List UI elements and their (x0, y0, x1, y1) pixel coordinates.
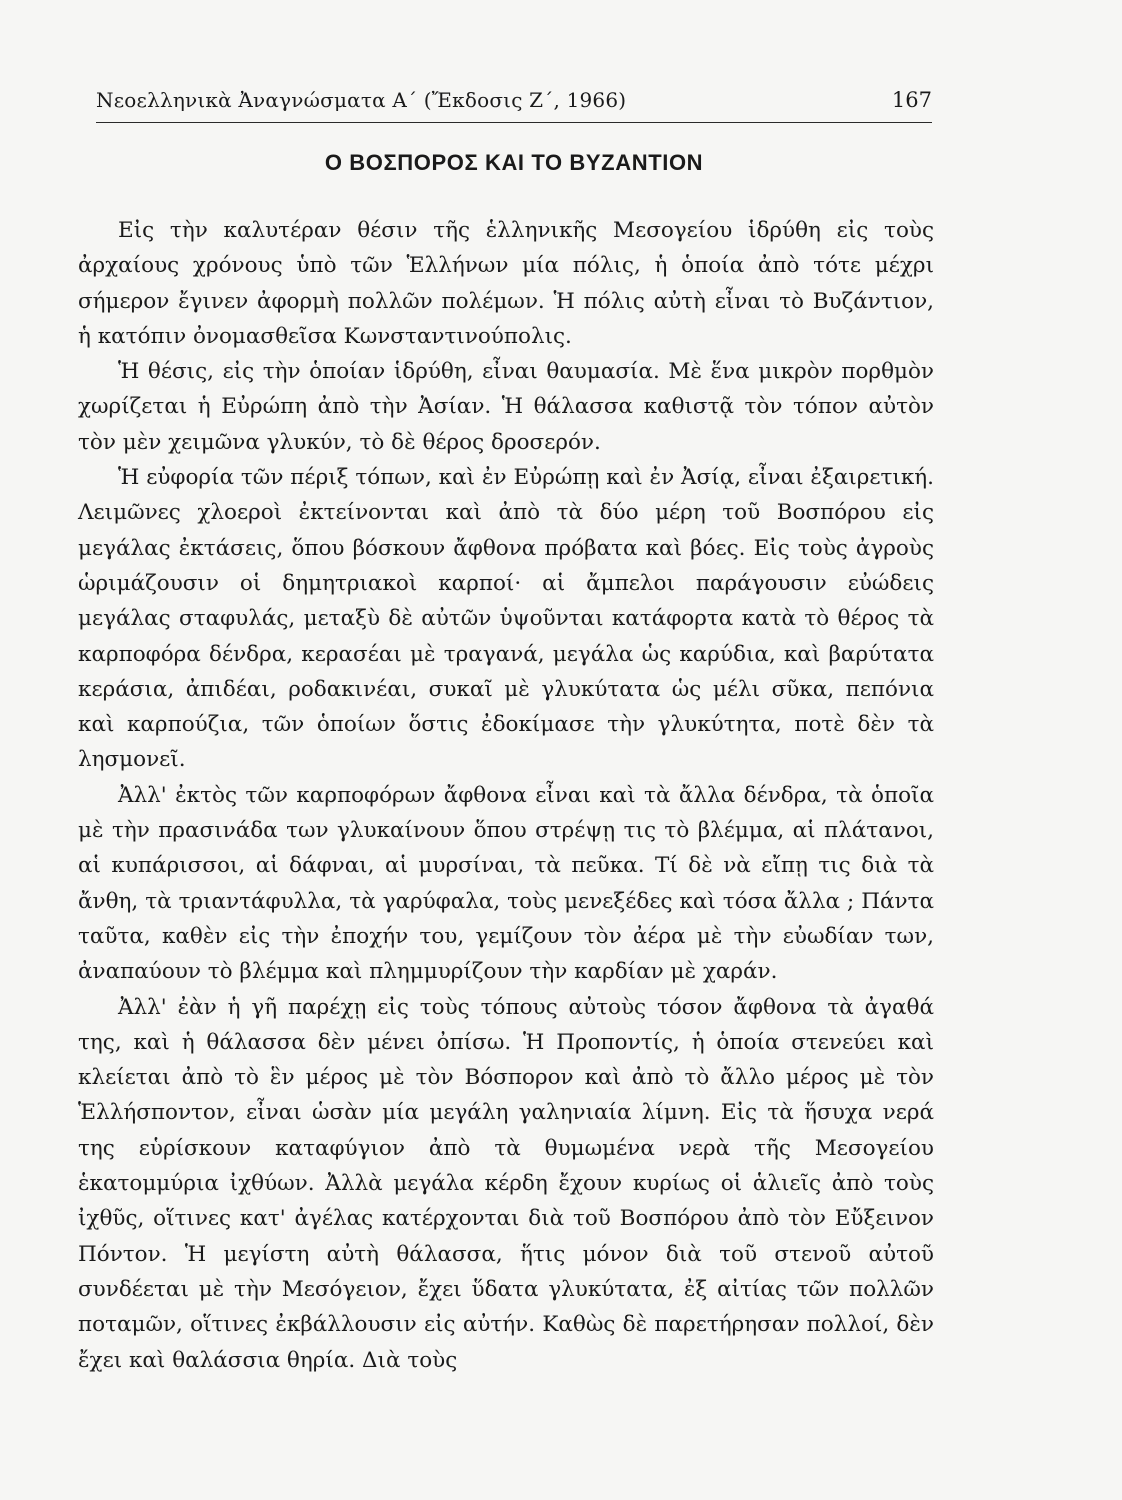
paragraph: Ἡ θέσις, εἰς τὴν ὁποίαν ἱδρύθη, εἶναι θαυμασία. Μὲ ἕνα μικρὸν πορθμὸν χωρίζεται ἡ Εὐρώπη ἀπὸ τὴν Ἀσίαν. Ἡ θάλασσα καθιστᾷ τὸν τόπον αὐτὸν τὸν μὲν χειμῶνα γλυκύν, τὸ δὲ θέρος δροσερόν. (78, 359, 934, 455)
chapter-title: Ο ΒΟΣΠΟΡΟΣ ΚΑΙ ΤΟ ΒΥΖΑΝΤΙΟΝ (324, 150, 704, 175)
paragraph: Ἡ εὐφορία τῶν πέριξ τόπων, καὶ ἐν Εὐρώπῃ καὶ ἐν Ἀσίᾳ, εἶναι ἐξαιρετική. Λειμῶνες χλοεροὶ ἐκτείνονται καὶ ἀπὸ τὰ δύο μέρη τοῦ Βοσπόρου εἰς μεγάλας ἐκτάσεις, ὅπου βόσκουν ἄφθονα πρόβατα καὶ βόες. Εἰς τοὺς ἀγροὺς ὡριμάζουσιν οἱ δημητριακοὶ καρποί· αἱ ἄμπελοι παράγουσιν εὐώδεις μεγάλας σταφυλάς, μεταξὺ δὲ αὐτῶν ὑψοῦνται κατάφορτα κατὰ τὸ θέρος τὰ καρποφόρα δένδρα, κερασέαι μὲ τραγανά, μεγάλα ὡς καρύδια, καὶ βαρύτατα κεράσια, ἀπιδέαι, ροδακινέαι, συκαῖ μὲ γλυκύτατα ὡς μέλι σῦκα, πεπόνια καὶ καρπούζια, τῶν ὁποίων ὅστις ἐδοκίμασε τὴν γλυκύτητα, ποτὲ δὲν τὰ λησμονεῖ. (78, 465, 934, 773)
source-citation: Νεοελληνικὰ Ἀναγνώσματα Α΄ (Ἔκδοσις Ζ΄, 1966) (96, 88, 627, 112)
paragraph: Ἀλλ' ἐκτὸς τῶν καρποφόρων ἄφθονα εἶναι καὶ τὰ ἄλλα δένδρα, τὰ ὁποῖα μὲ τὴν πρασινάδα των γλυκαίνουν ὅπου στρέψῃ τις τὸ βλέμμα, αἱ πλάτανοι, αἱ κυπάρισσοι, αἱ δάφναι, αἱ μυρσίναι, τὰ πεῦκα. Τί δὲ νὰ εἴπῃ τις διὰ τὰ ἄνθη, τὰ τριαντάφυλλα, τὰ γαρύφαλα, τοὺς μενεξέδες καὶ τόσα ἄλλα ; Πάντα ταῦτα, καθὲν εἰς τὴν ἐποχήν του, γεμίζουν τὸν ἀέρα μὲ τὴν εὐωδίαν των, ἀναπαύουν τὸ βλέμμα καὶ πλημμυρίζουν τὴν καρδίαν μὲ χαράν. (78, 782, 934, 985)
body-text (78, 213, 934, 1378)
page-number: 167 (891, 88, 932, 112)
paragraph: Εἰς τὴν καλυτέραν θέσιν τῆς ἑλληνικῆς Μεσογείου ἱδρύθη εἰς τοὺς ἀρχαίους χρόνους ὑπὸ τῶν Ἑλλήνων μία πόλις, ἡ ὁποία ἀπὸ τότε μέχρι σήμερον ἔγινεν ἀφορμὴ πολλῶν πολέμων. Ἡ πόλις αὐτὴ εἶναι τὸ Βυζάντιον, ἡ κατόπιν ὀνομασθεῖσα Κωνσταντινούπολις. (78, 218, 934, 349)
running-head (96, 86, 932, 123)
paragraph: Ἀλλ' ἐὰν ἡ γῆ παρέχῃ εἰς τοὺς τόπους αὐτοὺς τόσον ἄφθονα τὰ ἀγαθά της, καὶ ἡ θάλασσα δὲν μένει ὀπίσω. Ἡ Προποντίς, ἡ ὁποία στενεύει καὶ κλείεται ἀπὸ τὸ ἓν μέρος μὲ τὸν Βόσπορον καὶ ἀπὸ τὸ ἄλλο μέρος μὲ τὸν Ἑλλήσποντον, εἶναι ὡσὰν μία μεγάλη γαληνιαία λίμνη. Εἰς τὰ ἥσυχα νερά της εὑρίσκουν καταφύγιον ἀπὸ τὰ θυμωμένα νερὰ τῆς Μεσογείου ἑκατομμύρια ἰχθύων. Ἀλλὰ μεγάλα κέρδη ἔχουν κυρίως οἱ ἁλιεῖς ἀπὸ τοὺς ἰχθῦς, οἵτινες κατ' ἀγέλας κατέρχονται διὰ τοῦ Βοσπόρου ἀπὸ τὸν Εὔξεινον Πόντον. Ἡ μεγίστη αὐτὴ θάλασσα, ἥτις μόνον διὰ τοῦ στενοῦ αὐτοῦ συνδέεται μὲ τὴν Μεσόγειον, ἔχει ὕδατα γλυκύτατα, ἐξ αἰτίας τῶν πολλῶν ποταμῶν, οἵτινες ἐκβάλλουσιν εἰς αὐτήν. Καθὼς δὲ παρετήρησαν πολλοί, δὲν ἔχει καὶ θαλάσσια θηρία. Διὰ τοὺς (78, 994, 934, 1373)
